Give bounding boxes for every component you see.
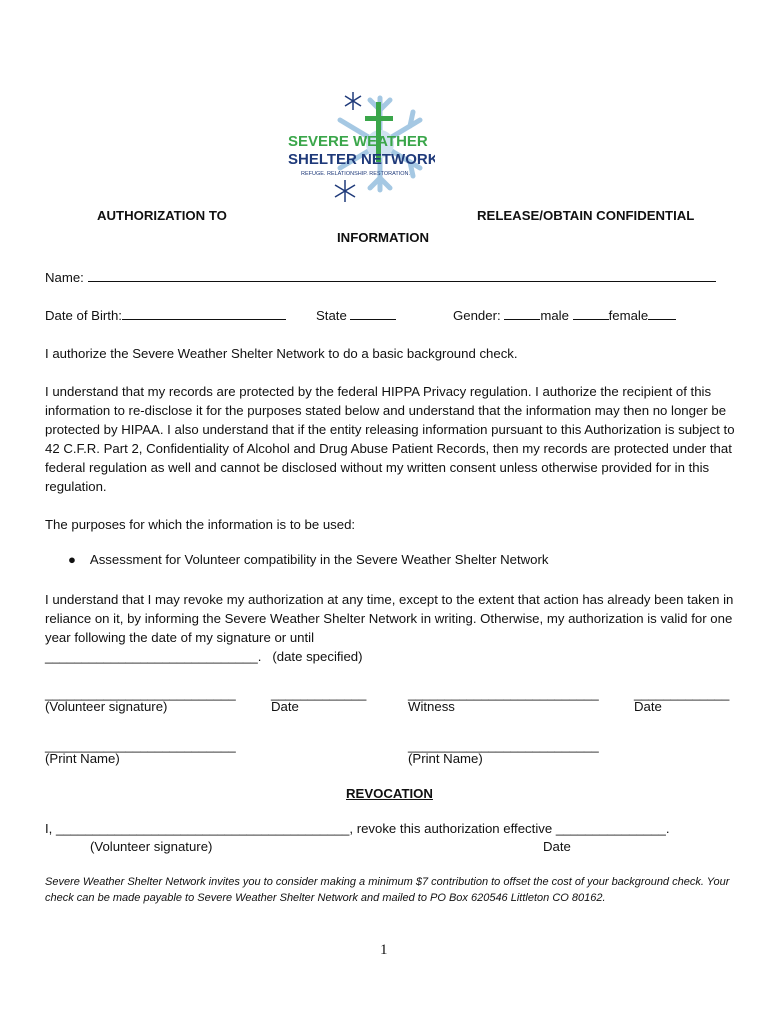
purpose-list-item: [68, 552, 549, 567]
paragraph-background-check: I authorize the Severe Weather Shelter Network to do a basic background check.: [45, 346, 518, 361]
organization-logo: [285, 90, 435, 208]
witness-label: Witness: [408, 699, 455, 714]
volunteer-signature-line[interactable]: __________________________: [45, 686, 236, 701]
header-left: AUTHORIZATION TO: [97, 208, 227, 223]
male-label: male: [540, 308, 569, 323]
revocation-line[interactable]: I, ________________________________________, revoke this authorization effective _______________.: [45, 821, 670, 836]
name-input-line[interactable]: [88, 269, 716, 282]
revoke-text: I understand that I may revoke my authorization at any time, except to the extent that action has already been taken in reliance on it, by informing the Severe Weather Shelter Network in writing. Otherwise, my authorization is valid for one year following the date of my signature or until: [45, 592, 734, 645]
volunteer-signature-label: (Volunteer signature): [45, 699, 168, 714]
paragraph-purposes: The purposes for which the information is to be used:: [45, 517, 356, 532]
date-specified-blank[interactable]: _____________________________.: [45, 649, 262, 664]
state-field: [316, 307, 396, 323]
state-label: State: [316, 308, 347, 323]
bullet-icon: ●: [68, 552, 76, 567]
revocation-signature-label: (Volunteer signature): [90, 839, 213, 854]
female-label: female: [608, 308, 649, 323]
print-name-label-2: (Print Name): [408, 751, 483, 766]
small-snowflake-icon: [335, 180, 355, 202]
dob-label: Date of Birth:: [45, 308, 122, 323]
print-name-label-1: (Print Name): [45, 751, 120, 766]
print-name-line-1[interactable]: __________________________: [45, 738, 236, 753]
state-input-line[interactable]: [350, 307, 396, 320]
small-snowflake-icon: [345, 92, 361, 110]
contribution-note: Severe Weather Shelter Network invites you to consider making a minimum $7 contribution to offset the cost of your background check. Your check can be made payable to Severe Weather Shelter Network and mailed to PO Box 620546 Littleton CO 80162.: [45, 876, 730, 904]
header-center: INFORMATION: [337, 230, 430, 245]
revocation-date-label: Date: [543, 839, 571, 854]
date1-line[interactable]: _____________: [271, 686, 367, 701]
logo-line2: SHELTER NETWORK: [288, 151, 435, 168]
logo-tagline: REFUGE. RELATIONSHIP. RESTORATION.: [301, 171, 411, 177]
date-specified-label: (date specified): [272, 649, 363, 664]
gender-label: Gender:: [453, 308, 501, 323]
date2-label: Date: [634, 699, 662, 714]
witness-line[interactable]: __________________________: [408, 686, 599, 701]
logo-line1: SEVERE WEATHER: [288, 133, 428, 150]
male-input-line[interactable]: [504, 307, 540, 320]
name-field: [45, 269, 716, 285]
gender-trailing-line[interactable]: [648, 307, 676, 320]
snowflake-logo-graphic: [285, 90, 435, 208]
paragraph-privacy: I understand that my records are protected by the federal HIPPA Privacy regulation. I authorize the recipient of this information to re-disclose it for the purposes stated below and understand that the information may then no longer be protected by HIPAA. I also understand that if the entity releasing information pursuant to this Authorization is subject to 42 C.F.R. Part 2, Confidentiality of Alcohol and Drug Abuse Patient Records, then my records are protected under that federal regulation as well and cannot be disclosed without my written consent unless otherwise provided for in this regulation.: [45, 384, 735, 494]
paragraph-revoke: [45, 590, 735, 666]
gender-field: [453, 307, 676, 323]
date2-line[interactable]: _____________: [634, 686, 730, 701]
dob-field: [45, 307, 286, 323]
header-right: RELEASE/OBTAIN CONFIDENTIAL: [477, 208, 695, 223]
revocation-title: REVOCATION: [346, 786, 433, 801]
dob-input-line[interactable]: [122, 307, 286, 320]
purpose-text: Assessment for Volunteer compatibility in the Severe Weather Shelter Network: [89, 552, 549, 567]
female-input-line[interactable]: [573, 307, 609, 320]
date1-label: Date: [271, 699, 299, 714]
page-number: 1: [380, 942, 388, 958]
print-name-line-2[interactable]: __________________________: [408, 738, 599, 753]
name-label: Name:: [45, 270, 84, 285]
